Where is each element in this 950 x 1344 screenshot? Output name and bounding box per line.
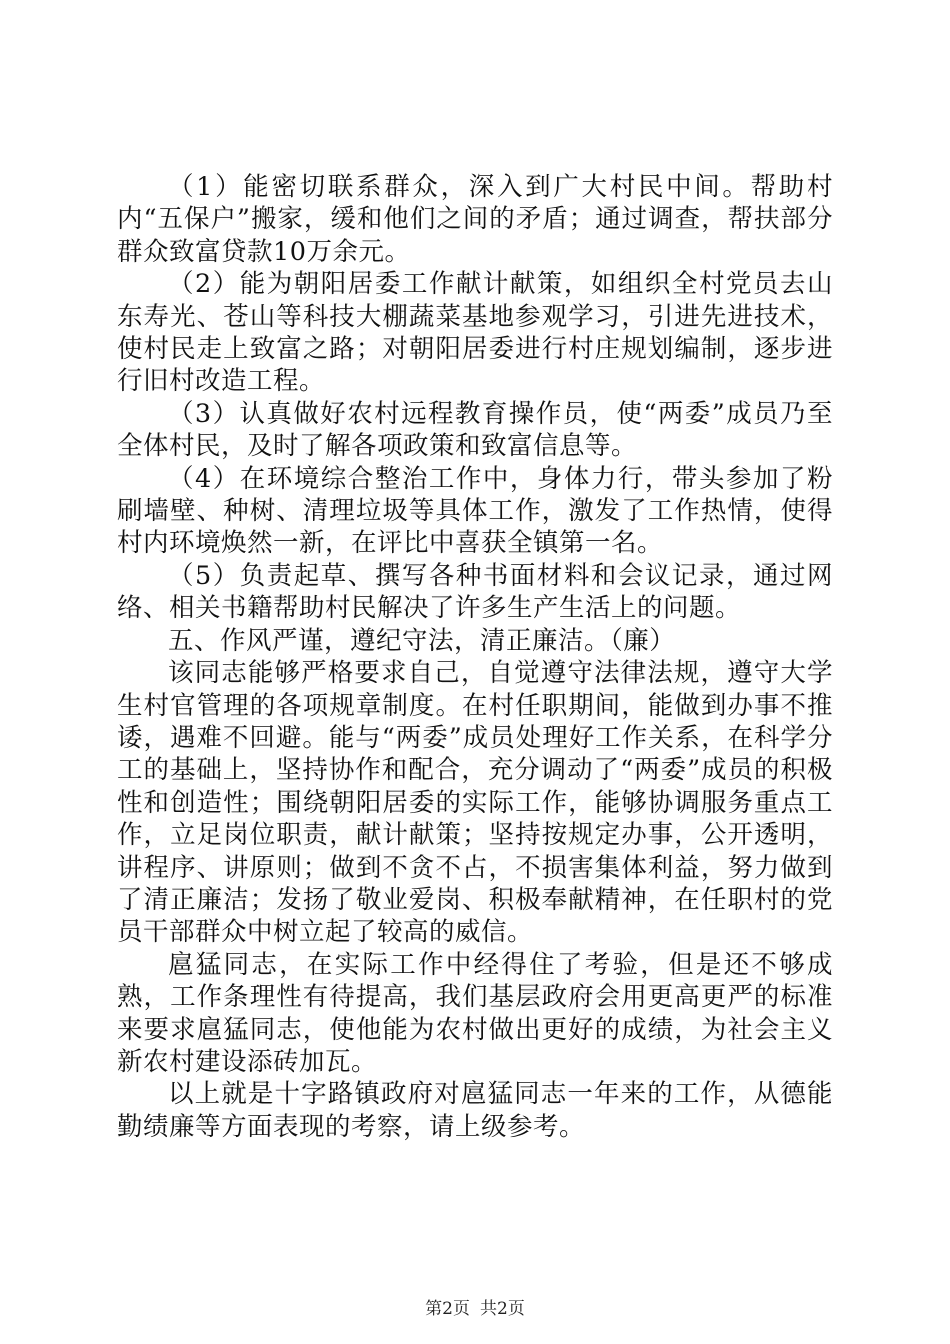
paragraph-item-1: （1）能密切联系群众，深入到广大村民中间。帮助村内“五保户”搬家，缓和他们之间的矛盾；通过调查，帮扶部分群众致富贷款10万余元。 <box>117 172 833 267</box>
paragraph-item-5: （5）负责起草、撰写各种书面材料和会议记录，通过网络、相关书籍帮助村民解决了许多生产生活上的问题。 <box>117 560 833 624</box>
paragraph-item-3: （3）认真做好农村远程教育操作员，使“两委”成员乃至全体村民，及时了解各项政策和致富信息等。 <box>117 398 833 462</box>
paragraph-item-4: （4）在环境综合整治工作中，身体力行，带头参加了粉刷墙壁、种树、清理垃圾等具体工作，激发了工作热情，使得村内环境焕然一新，在评比中喜获全镇第一名。 <box>117 463 833 559</box>
section-heading: 五、作风严谨，遵纪守法，清正廉洁。（廉） <box>168 625 676 656</box>
page-number-current: 第2页 <box>425 1299 470 1319</box>
document-body <box>117 171 833 1143</box>
paragraph-item-2: （2）能为朝阳居委工作献计献策，如组织全村党员去山东寿光、苍山等科技大棚蔬菜基地参观学习，引进先进技术，使村民走上致富之路；对朝阳居委进行村庄规划编制，逐步进行旧村改造工程。 <box>117 269 833 397</box>
paragraph-conclusion: 以上就是十字路镇政府对扈猛同志一年来的工作，从德能勤绩廉等方面表现的考察，请上级参考。 <box>117 1079 833 1142</box>
page-footer <box>0 1298 950 1320</box>
paragraph-assessment: 扈猛同志，在实际工作中经得住了考验，但是还不够成熟，工作条理性有待提高，我们基层政府会用更高更严的标准来要求扈猛同志，使他能为农村做出更好的成绩，为社会主义新农村建设添砖加瓦。 <box>117 949 833 1077</box>
paragraph-integrity: 该同志能够严格要求自己，自觉遵守法律法规，遵守大学生村官管理的各项规章制度。在村任职期间，能做到办事不推诿，遇难不回避。能与“两委”成员处理好工作关系，在科学分工的基础上，坚持协作和配合，充分调动了“两委”成员的积极性和创造性；围绕朝阳居委的实际工作，能够协调服务重点工作，立足岗位职责，献计献策；坚持按规定办事，公开透明，讲程序、讲原则；做到不贪不占，不损害集体利益，努力做到了清正廉洁；发扬了敬业爱岗、积极奉献精神，在任职村的党员干部群众中树立起了较高的威信。 <box>117 658 833 948</box>
page-number-total: 共2页 <box>480 1299 525 1319</box>
